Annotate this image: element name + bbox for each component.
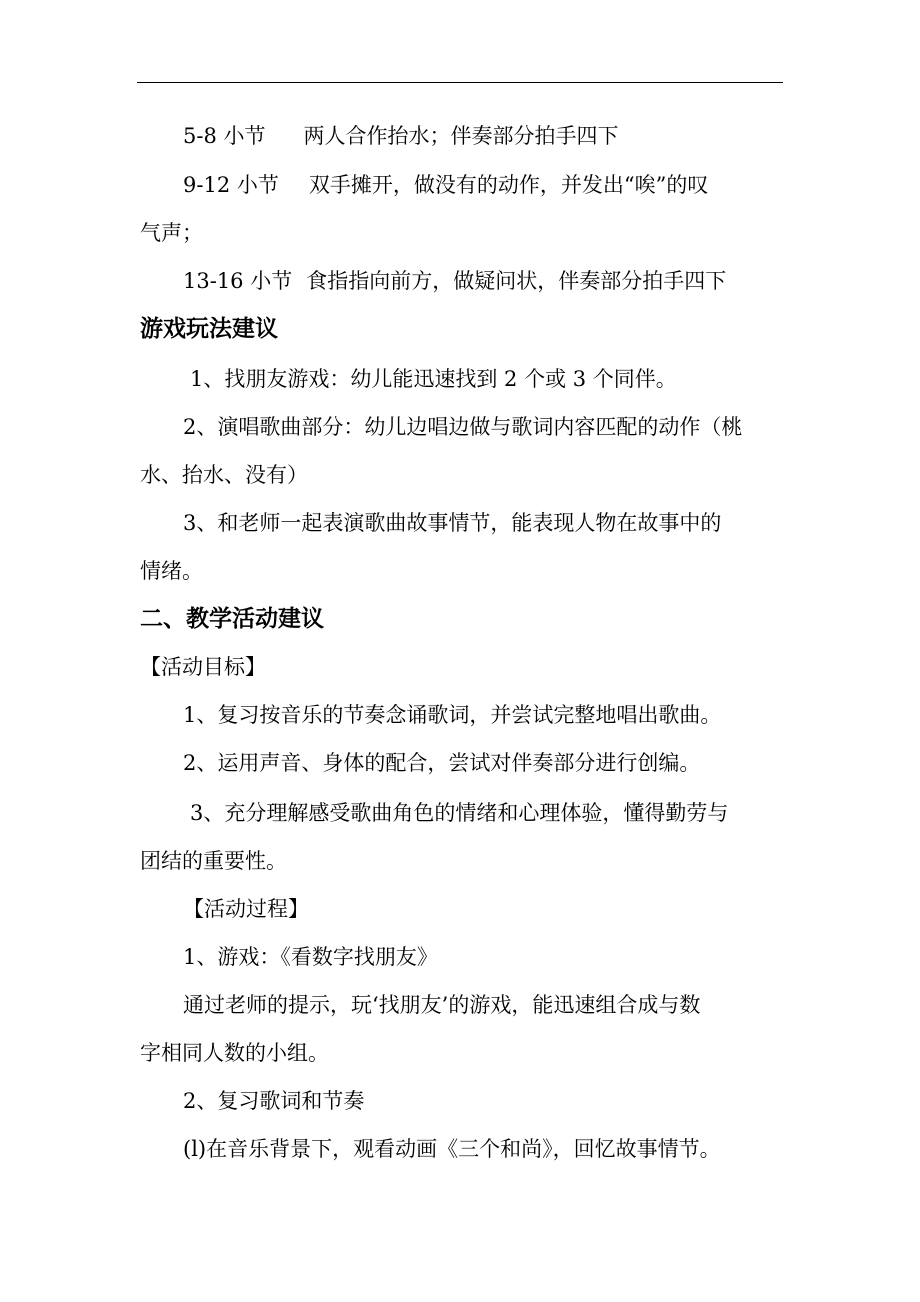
game-item-2: 2、演唱歌曲部分：幼儿边唱边做与歌词内容匹配的动作（桃: [183, 415, 743, 439]
activity-goal-label: 【活动目标】: [140, 655, 266, 679]
game-item-2-cont: 水、抬水、没有）: [140, 463, 308, 487]
goal-item-2: 2、运用声音、身体的配合，尝试对伴奏部分进行创编。: [183, 751, 701, 775]
section-heading-game: 游戏玩法建议: [140, 316, 278, 342]
measure-text: 双手摊开，做没有的动作，并发出“唉”的叹: [308, 173, 709, 197]
goal-item-3: 3、充分理解感受歌曲角色的情绪和心理体验，懂得勤劳与: [190, 801, 729, 825]
process-item-1-desc-cont: 字相同人数的小组。: [140, 1041, 329, 1065]
process-item-1-desc: 通过老师的提示，玩‘找朋友’的游戏，能迅速组合成与数: [183, 993, 701, 1017]
activity-process-label: 【活动过程】: [183, 897, 309, 921]
measure-text: 两人合作抬水；伴奏部分拍手四下: [303, 124, 619, 148]
measure-number: 13-16 小节: [183, 269, 293, 293]
process-item-1: 1、游戏：《看数字找朋友》: [183, 945, 438, 969]
game-item-3-cont: 情绪。: [140, 559, 203, 583]
process-item-2: 2、复习歌词和节奏: [183, 1089, 365, 1113]
goal-item-1: 1、复习按音乐的节奏念诵歌词，并尝试完整地唱出歌曲。: [183, 703, 722, 727]
measure-line-9-12-cont: 气声；: [140, 221, 203, 245]
measure-number: 5-8 小节: [183, 124, 266, 148]
goal-item-3-cont: 团结的重要性。: [140, 849, 287, 873]
measure-line-9-12: [183, 170, 708, 200]
measure-line-5-8: [183, 121, 619, 151]
process-item-2-sub-1: (l)在音乐背景下，观看动画《三个和尚》，回忆故事情节。: [183, 1137, 721, 1161]
game-item-3: 3、和老师一起表演歌曲故事情节，能表现人物在故事中的: [183, 511, 722, 535]
game-item-1: 1、找朋友游戏：幼儿能迅速找到 2 个或 3 个同伴。: [190, 367, 677, 391]
measure-number: 9-12 小节: [183, 173, 279, 197]
section-heading-teaching: 二、教学活动建议: [140, 606, 324, 632]
measure-line-13-16: [183, 266, 726, 296]
measure-text: 食指指向前方，做疑问状，伴奏部分拍手四下: [306, 269, 727, 293]
header-rule: [137, 82, 783, 83]
